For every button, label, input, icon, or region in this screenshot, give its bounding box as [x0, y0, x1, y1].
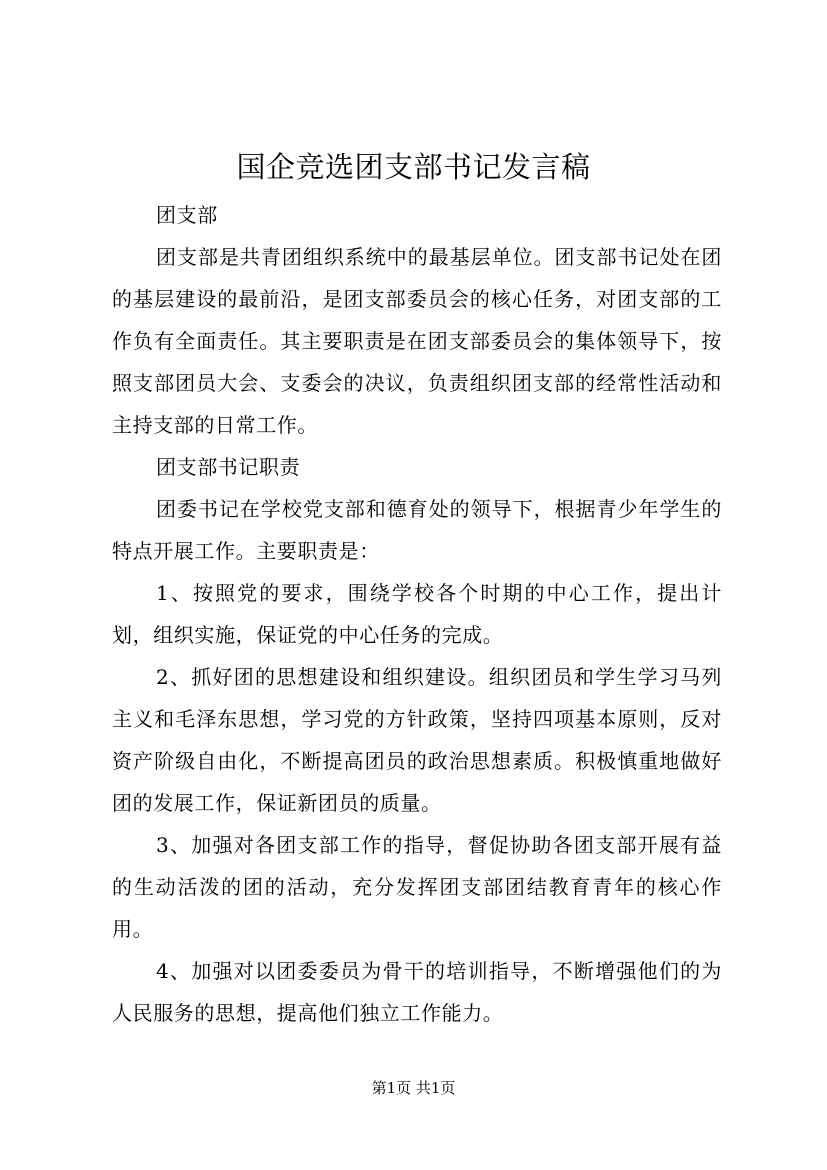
duty-item-4: 4、加强对以团委委员为骨干的培训指导，不断增强他们的为人民服务的思想，提高他们独立工作能力。	[112, 959, 722, 1025]
duty-item-1: 1、按照党的要求，围绕学校各个时期的中心工作，提出计划，组织实施，保证党的中心任务的完成。	[112, 581, 722, 647]
paragraph-duties-intro: 团委书记在学校党支部和德育处的领导下，根据青少年学生的特点开展工作。主要职责是：	[112, 497, 722, 563]
page-number-footer: 第1页 共1页	[371, 1079, 456, 1097]
duty-item-2: 2、抓好团的思想建设和组织建设。组织团员和学生学习马列主义和毛泽东思想，学习党的方针政策，坚持四项基本原则，反对资产阶级自由化，不断提高团员的政治思想素质。积极慎重地做好团的发展工作，保证新团员的质量。	[112, 665, 722, 815]
section-heading-secretary-duties: 团支部书记职责	[156, 455, 301, 479]
section-heading-branch: 团支部	[156, 203, 218, 227]
duty-item-3: 3、加强对各团支部工作的指导，督促协助各团支部开展有益的生动活泼的团的活动，充分发挥团支部团结教育青年的核心作用。	[112, 833, 722, 941]
paragraph-branch-intro: 团支部是共青团组织系统中的最基层单位。团支部书记处在团的基层建设的最前沿，是团支部委员会的核心任务，对团支部的工作负有全面责任。其主要职责是在团支部委员会的集体领导下，按照支部团员大会、支委会的决议，负责组织团支部的经常性活动和主持支部的日常工作。	[112, 245, 722, 437]
document-body	[112, 194, 722, 1034]
document-title: 国企竞选团支部书记发言稿	[236, 150, 591, 184]
